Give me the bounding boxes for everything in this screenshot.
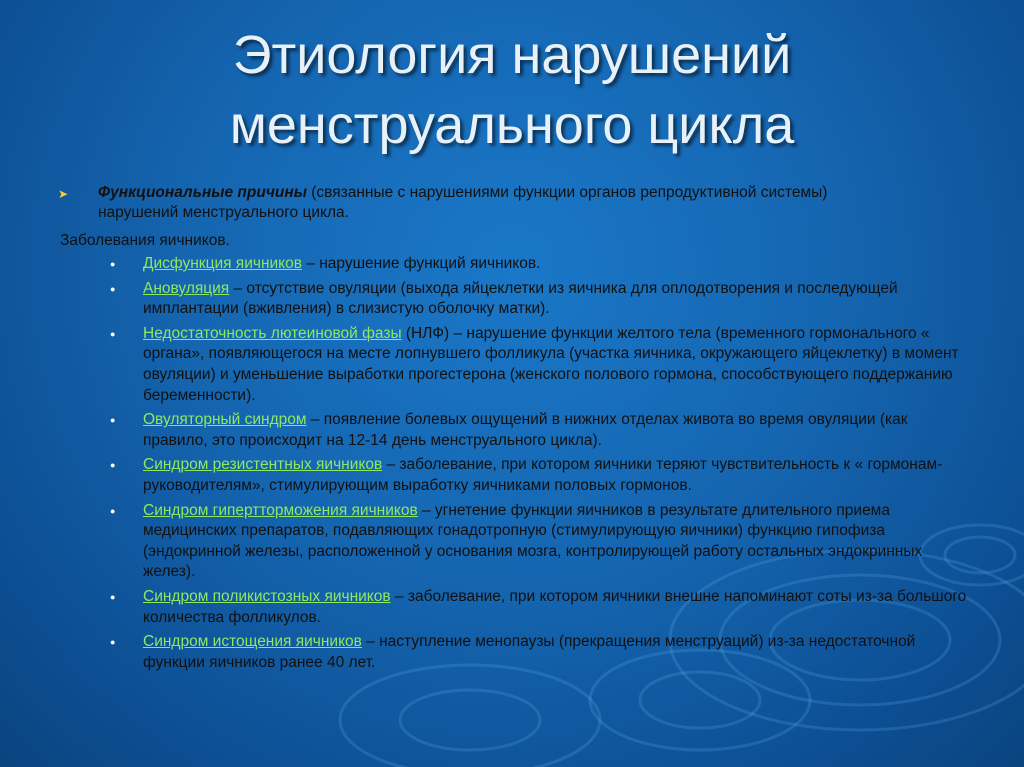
item-link[interactable]: Овуляторный синдром bbox=[143, 411, 307, 429]
item-text: – появление болевых ощущений в нижних отделах живота во время овуляции (как правило, это происходит на 12-14 день менструального цикла). bbox=[143, 411, 908, 449]
item-text: – заболевание, при котором яичники внешне напоминают соты из-за большого количества фолликулов. bbox=[143, 587, 967, 626]
intro-text: (связанные с нарушениями функции органов репродуктивной системы) bbox=[306, 184, 828, 201]
list-item bbox=[110, 279, 970, 320]
list-item bbox=[110, 632, 970, 673]
dot-bullet-icon: ● bbox=[110, 283, 116, 294]
list-item bbox=[110, 254, 970, 275]
item-text: – отсутствие овуляции (выхода яйцеклетки из яичника для оплодотворения и последующей имплантации (вживления) в слизистую оболочку матки). bbox=[143, 279, 898, 318]
list-item bbox=[110, 455, 970, 496]
item-text: (НЛФ) – нарушение функции желтого тела (временного гормонального « органа», появляющегося на месте лопнувшего фолликула (участка яичника, окружающего яйцеклетку) в момент овуляции) и уменьшение выработки прогестерона (женского полового гормона, способствующего поддержанию беременности). bbox=[143, 324, 959, 404]
list-item bbox=[110, 410, 970, 451]
dot-bullet-icon: ● bbox=[110, 415, 116, 426]
list-item bbox=[110, 324, 970, 406]
item-link[interactable]: Дисфункция яичников bbox=[143, 255, 302, 272]
dot-bullet-icon: ● bbox=[110, 505, 116, 516]
intro-text-2: нарушений менструального цикла. bbox=[98, 204, 349, 221]
dot-bullet-icon: ● bbox=[110, 259, 116, 269]
title-line-1: Этиология нарушений bbox=[232, 25, 792, 85]
dot-bullet-icon: ● bbox=[110, 637, 116, 648]
item-link[interactable]: Синдром резистентных яичников bbox=[143, 456, 383, 474]
section-label: Заболевания яичников. bbox=[60, 232, 230, 249]
item-link[interactable]: Синдром гипертторможения яичников bbox=[143, 501, 418, 519]
arrow-bullet-icon: ➤ bbox=[58, 187, 69, 201]
item-link[interactable]: Ановуляция bbox=[143, 279, 230, 297]
intro-paragraph bbox=[58, 183, 948, 223]
slide-title bbox=[0, 20, 1024, 160]
dot-bullet-icon: ● bbox=[110, 460, 116, 471]
item-link[interactable]: Синдром поликистозных яичников bbox=[143, 587, 391, 605]
item-link[interactable]: Синдром истощения яичников bbox=[143, 633, 362, 651]
intro-emphasis: Функциональные причины bbox=[98, 184, 307, 201]
list-item bbox=[110, 587, 970, 628]
disease-list bbox=[110, 254, 970, 677]
item-text: – нарушение функций яичников. bbox=[301, 255, 541, 272]
title-line-2: менструального цикла bbox=[229, 95, 795, 155]
item-text: – наступление менопаузы (прекращения менструаций) из-за недостаточной функции яичников ранее 40 лет. bbox=[143, 633, 916, 671]
item-text: – угнетение функции яичников в результате длительного приема медицинских препаратов, подавляющих гонадотропную (стимулирующую яичники) функцию гипофиза (эндокринной железы, расположенной у основания мозга, контролирующей работу остальных эндокринных желез). bbox=[143, 501, 923, 581]
list-item bbox=[110, 501, 970, 583]
item-text: – заболевание, при котором яичники теряют чувствительность к « гормонам-руководителям», стимулирующим выработку яичниками половых гормонов. bbox=[143, 456, 943, 494]
item-link[interactable]: Недостаточность лютеиновой фазы bbox=[143, 324, 402, 342]
dot-bullet-icon: ● bbox=[110, 591, 116, 602]
dot-bullet-icon: ● bbox=[110, 328, 116, 339]
